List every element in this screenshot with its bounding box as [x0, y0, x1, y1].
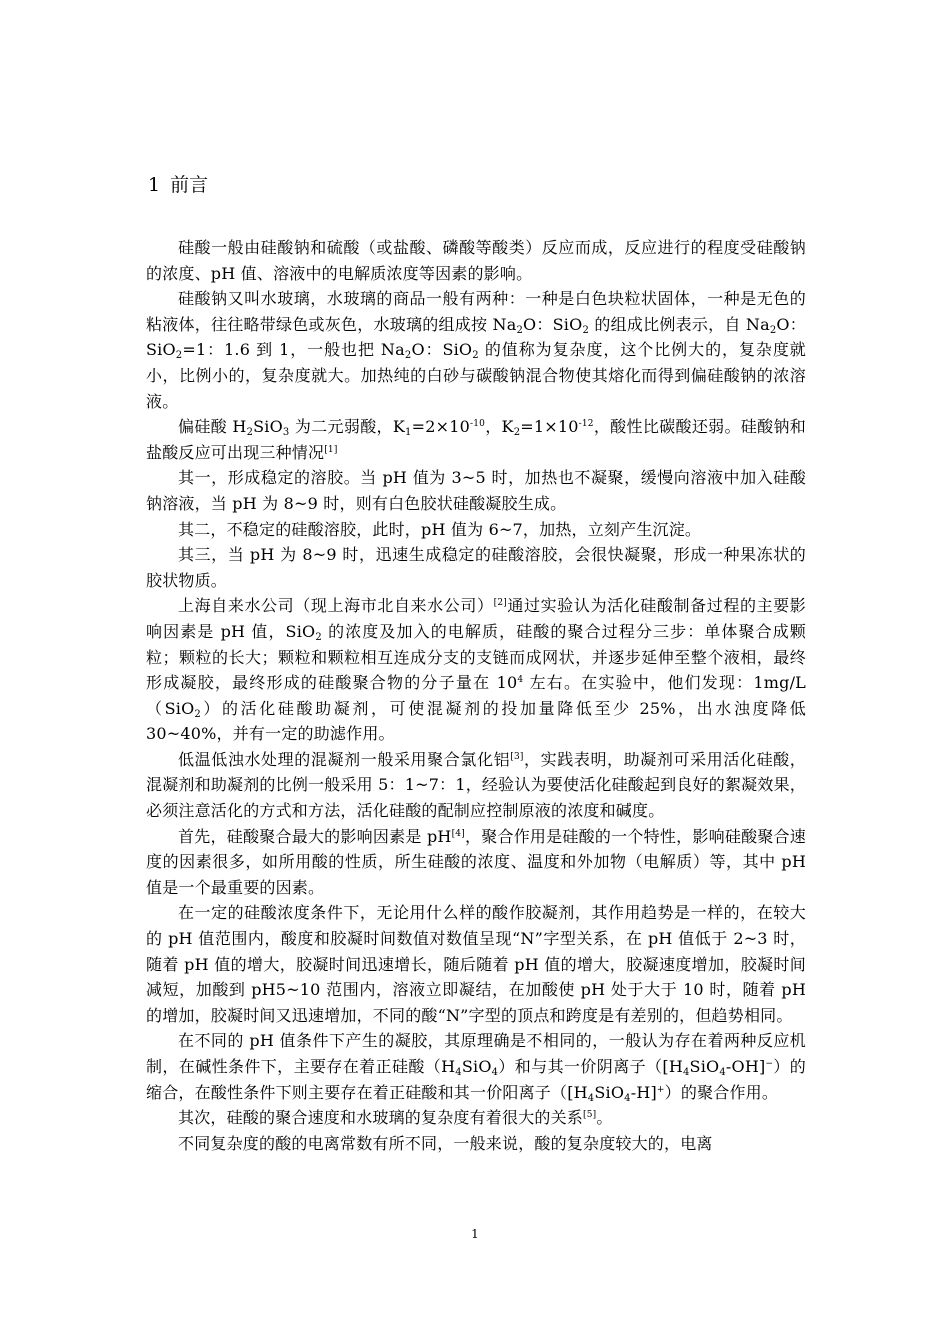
paragraph: 不同复杂度的酸的电离常数有所不同，一般来说，酸的复杂度较大的，电离: [178, 1133, 713, 1153]
paragraph: 低温低浊水处理的混凝剂一般采用聚合氯化铝[3]，实践表明，助凝剂可采用活化硅酸，混凝剂和助凝剂的比例一般采用 5：1~7：1，经验认为要使活化硅酸起到良好的絮凝效果，必须注意活化的方式和方法，活化硅酸的配制应控制原液的浓度和碱度。: [146, 749, 806, 821]
body-text: [146, 235, 806, 1156]
paragraph: 其次，硅酸的聚合速度和水玻璃的复杂度有着很大的关系[5]。: [178, 1108, 613, 1128]
paragraph: 其三，当 pH 为 8~9 时，迅速生成稳定的硅酸溶胶，会很快凝聚，形成一种果冻状的胶状物质。: [146, 545, 806, 590]
paragraph: 偏硅酸 $H_2SiO_3$ 为二元弱酸，$K_1=2\times 10^{-10}$，$K_2=1\times 10^{-12}$，酸性比碳酸还弱。硅酸钠和盐酸反应可出现三种情况[1]: [146, 417, 806, 462]
page-number: 1: [471, 1227, 479, 1241]
paragraph: 在不同的 pH 值条件下产生的凝胶，其原理确是不相同的，一般认为存在着两种反应机制，在碱性条件下，主要存在着正硅酸$(H_4SiO_4)$和与其一价阴离子$([H_4SiO_4-OH]^-)$的缩合，在酸性条件下则主要存在着正硅酸和其一价阳离子$([H_4SiO_4-H]^+)$的聚合作用。: [146, 1031, 806, 1104]
paragraph: 上海自来水公司（现上海市北自来水公司）[2]通过实验认为活化硅酸制备过程的主要影响因素是 pH 值，SiO$_2$ 的浓度及加入的电解质，硅酸的聚合过程分三步：单体聚合成颗粒；颗粒的长大；颗粒和颗粒相互连成分支的支链而成网状，并逐步延伸至整个液相，最终形成凝胶，最终形成的硅酸聚合物的分子量在 $10^4$ 左右。在实验中，他们发现：1mg/L（SiO$_2$）的活化硅酸助凝剂，可使混凝剂的投加量降低至少 25%，出水浊度降低 30~40%，并有一定的助滤作用。: [146, 596, 806, 744]
paragraph: 硅酸一般由硅酸钠和硫酸（或盐酸、磷酸等酸类）反应而成，反应进行的程度受硅酸钠的浓度、pH 值、溶液中的电解质浓度等因素的影响。: [146, 238, 806, 283]
paragraph: 首先，硅酸聚合最大的影响因素是 pH[4]，聚合作用是硅酸的一个特性，影响硅酸聚合速度的因素很多，如所用酸的性质，所生硅酸的浓度、温度和外加物（电解质）等，其中 pH 值是一个最重要的因素。: [146, 826, 807, 897]
section-number: 1: [148, 174, 161, 196]
section-title: 前言: [170, 174, 209, 196]
paragraph: 硅酸钠又叫水玻璃，水玻璃的商品一般有两种：一种是白色块粒状固体，一种是无色的粘液体，往往略带绿色或灰色，水玻璃的组成按 $Na_2O$：SiO$_2$ 的组成比例表示，自 $Na_2O$：SiO$_2$=1：1.6 到 1，一般也把 $Na_2O$：SiO$_2$ 的值称为复杂度，这个比例大的，复杂度就小，比例小的，复杂度就大。加热纯的白砂与碳酸钠混合物使其熔化而得到偏硅酸钠的浓溶液。: [146, 289, 806, 411]
paragraph: 在一定的硅酸浓度条件下，无论用什么样的酸作胶凝剂，其作用趋势是一样的，在较大的 pH 值范围内，酸度和胶凝时间数值对数值呈现“N”字型关系，在 pH 值低于 2~3 时，随着 pH 值的增大，胶凝时间迅速增长，随后随着 pH 值的增大，胶凝速度增加，胶凝时间减短，加酸到 pH5~10 范围内，溶液立即凝结，在加酸使 pH 处于大于 10 时，随着 pH 的增加，胶凝时间又迅速增加，不同的酸“N”字型的顶点和跨度是有差别的，但趋势相同。: [146, 903, 806, 1025]
paragraph: 其二，不稳定的硅酸溶胶，此时，pH 值为 6~7，加热，立刻产生沉淀。: [178, 519, 702, 539]
section-heading: [148, 172, 208, 198]
paragraph: 其一，形成稳定的溶胶。当 pH 值为 3~5 时，加热也不凝聚，缓慢向溶液中加入硅酸钠溶液，当 pH 为 8~9 时，则有白色胶状硅酸凝胶生成。: [146, 468, 806, 513]
